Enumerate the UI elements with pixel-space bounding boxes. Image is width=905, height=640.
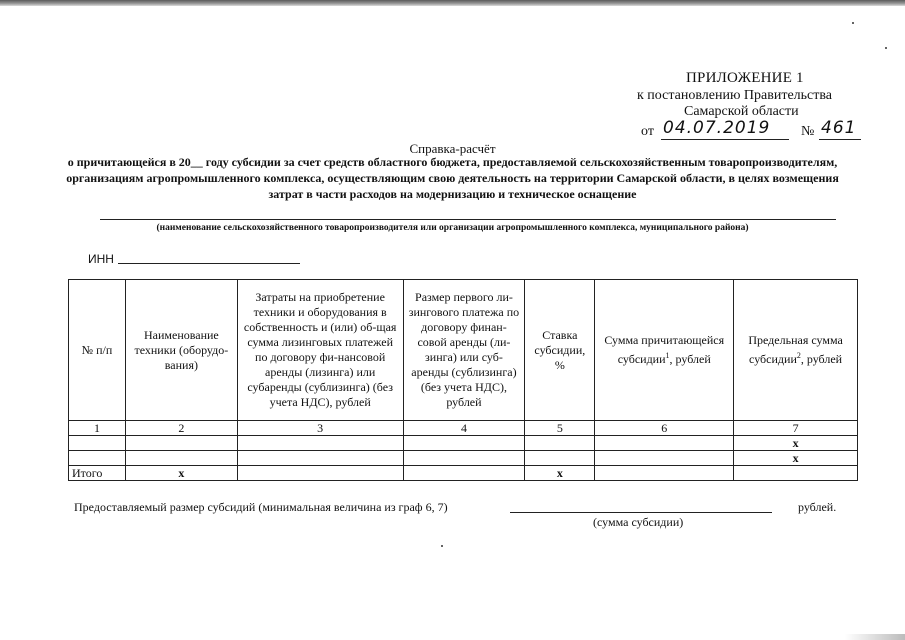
header-equipment-name: Наименование техники (оборудо-вания) [125, 280, 237, 421]
table-row [69, 451, 858, 466]
total-label: Итого [69, 466, 126, 481]
subtitle-line: затрат в части расходов на модернизацию и техническое оснащение [268, 187, 637, 201]
column-number: 1 [69, 421, 126, 436]
appendix-resolution: к постановлению Правительства [637, 88, 833, 103]
number-underline [819, 139, 861, 140]
column-number-row [69, 421, 858, 436]
column-number: 6 [595, 421, 734, 436]
table-cell[interactable] [125, 436, 237, 451]
table-cell[interactable] [237, 451, 403, 466]
table-cell[interactable] [69, 451, 126, 466]
subsidy-amount-field[interactable] [510, 512, 772, 513]
table-cell[interactable] [525, 436, 595, 451]
total-cell: х [525, 466, 595, 481]
total-cell[interactable] [403, 466, 525, 481]
table-cell[interactable] [595, 436, 734, 451]
date-underline [661, 139, 789, 140]
header-max-subsidy: Предельная сумма субсидии$^2$, рублей [734, 280, 858, 421]
header-subsidy-amount: Сумма причитающейся субсидии$^1$, рублей [595, 280, 734, 421]
scan-edge-artifact [0, 0, 905, 6]
table-cell: х [734, 451, 858, 466]
document-title: Справка-расчёт [409, 141, 496, 156]
column-number: 5 [525, 421, 595, 436]
column-number: 7 [734, 421, 858, 436]
date-prefix: от [641, 124, 654, 139]
total-cell[interactable] [595, 466, 734, 481]
subtitle-line: организациям агропромышленного комплекса, осуществляющим свою деятельность на территории Самарской области, в целях возмещения [66, 171, 839, 185]
table-row [69, 436, 858, 451]
subtitle-line: о причитающейся в 20__ году субсидии за счет средств областного бюджета, предоставляемой сельскохозяйственным товаропроизводителям, [67, 155, 838, 169]
header-costs: Затраты на приобретение техники и оборудования в собственность и (или) об-щая сумма лизинговых платежей по договору фи-нансовой аренды (лизинга) или субаренды (сублизинга) (без учета НДС), рублей [237, 280, 403, 421]
producer-name-caption: (наименование сельскохозяйственного товаропроизводителя или организации агропромышленного комплекса, муниципального района) [156, 223, 749, 233]
table-cell[interactable] [595, 451, 734, 466]
column-number: 4 [403, 421, 525, 436]
subsidy-amount-caption: (сумма субсидии) [593, 515, 684, 529]
table-cell[interactable] [125, 451, 237, 466]
header-first-payment: Размер первого ли-зингового платежа по договору финан-совой аренды (ли-зинга) или суб-аренды (сублизинга) (без учета НДС), рублей [403, 280, 525, 421]
calculation-table [68, 279, 858, 481]
total-row [69, 466, 858, 481]
column-number: 3 [237, 421, 403, 436]
table-cell[interactable] [237, 436, 403, 451]
scan-speck [441, 545, 443, 547]
header-subsidy-rate: Ставка субсидии, % [525, 280, 595, 421]
handwritten-number: 461 [821, 118, 857, 138]
final-subsidy-text: Предоставляемый размер субсидий (минимальная величина из граф 6, 7) [74, 500, 448, 514]
table-cell: х [734, 436, 858, 451]
header-number: № п/п [69, 280, 126, 421]
table-cell[interactable] [403, 436, 525, 451]
table-cell[interactable] [525, 451, 595, 466]
scan-speck [852, 22, 854, 24]
producer-name-field[interactable] [100, 219, 836, 220]
scan-speck [885, 47, 887, 49]
document-subtitle [40, 154, 865, 202]
scan-edge-artifact [845, 634, 905, 640]
table-cell[interactable] [69, 436, 126, 451]
inn-label: ИНН [88, 252, 114, 266]
resolution-date-number [641, 118, 861, 142]
handwritten-date: 04.07.2019 [663, 118, 771, 138]
total-cell: х [125, 466, 237, 481]
number-prefix: № [801, 124, 815, 139]
column-number: 2 [125, 421, 237, 436]
appendix-title: ПРИЛОЖЕНИЕ 1 [686, 70, 804, 86]
appendix-region: Самарской области [684, 104, 799, 119]
table-cell[interactable] [403, 451, 525, 466]
inn-field[interactable] [118, 263, 300, 264]
final-subsidy-unit: рублей. [798, 500, 837, 514]
total-cell[interactable] [237, 466, 403, 481]
total-cell[interactable] [734, 466, 858, 481]
table-header-row [69, 280, 858, 421]
